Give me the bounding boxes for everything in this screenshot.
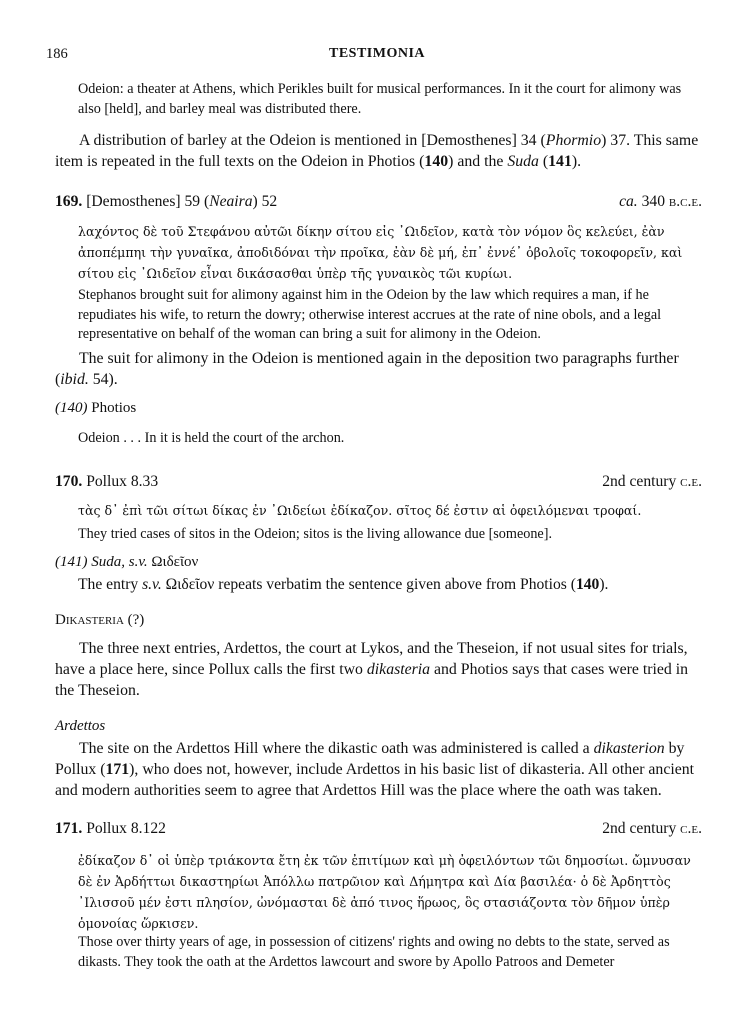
entry-169-heading: 169. [Demosthenes] 59 (Neaira) 52 ca. 340 b.c.e. [55, 193, 702, 210]
entry-date: ca. 340 b.c.e. [619, 193, 702, 210]
ardettos-text-block [55, 738, 702, 801]
ref-140-translation-block [78, 429, 702, 449]
entry-171-translation-block [78, 933, 702, 972]
translation-text: Odeion . . . In it is held the court of the archon. [78, 430, 345, 446]
entry-171-heading: 171. Pollux 8.122 2nd century c.e. [55, 820, 702, 837]
entry-number: 171. [55, 820, 83, 837]
entry-169-comment-block [55, 348, 702, 390]
translation-text: They tried cases of sitos in the Odeion; sitos is the living allowance due [someone]. [78, 526, 552, 542]
intro-translation-block [78, 80, 702, 119]
entry-169-translation-block [78, 286, 702, 345]
greek-text: λαχόντος δὲ τοῦ Στεφάνου αὐτῶι δίκην σίτου εἰς ᾿Ωιδεῖον, κατὰ τὸν νόμον ὃς κελεύει, ἐὰν ἀποπέμπηι τὴν γυναῖκα, ἀποδιδόναι τὴν προῖκα, ἐὰν δὲ μή, ἐπ᾿ ἐννέ᾿ ὀβολοῖς τοκοφορεῖν, καὶ σίτου εἰς ᾿Ωιδεῖον εἶναι δικάσασθαι ὑπὲρ τῆς γυναικὸς τῶι κυρίωι. [78, 224, 683, 281]
intro-translation: Odeion: a theater at Athens, which Perikles built for musical performances. In it the court for alimony was also [held], and barley meal was distributed there. [78, 81, 682, 117]
page-number: 186 [46, 46, 68, 62]
comment-text: The three next entries, Ardettos, the court at Lykos, and the Theseion, if not usual sites for trials, have a place here, since Pollux calls the first two dikasteria and Photios says that cases were tried in the Theseion. [55, 640, 689, 699]
ref-141-text-block [78, 574, 702, 595]
section-heading-ardettos: Ardettos [55, 718, 106, 734]
entry-170-translation-block [78, 525, 702, 545]
greek-text: τὰς δ᾿ ἐπὶ τῶι σίτωι δίκας ἐν ᾿Ωιδείωι ἐδίκαζον. σῖτος δέ ἐστιν αἱ ὀφειλόμεναι τροφαί. [78, 503, 642, 518]
entry-number: 169. [55, 193, 83, 210]
dikasteria-text-block [55, 638, 702, 701]
section-heading-dikasteria: Dikasteria (?) [55, 612, 145, 628]
translation-text: Those over thirty years of age, in possession of citizens' rights and owing no debts to the state, served as dikasts. They took the oath at the Ardettos lawcourt and swore by Apollo Patroos and Demeter [78, 934, 670, 970]
translation-text: Stephanos brought suit for alimony against him in the Odeion by the law which requires a man, if he repudiates his wife, to return the dowry; otherwise interest accrues at the rate of nine obols, and a legal representative on behalf of the woman can bring a suit for alimony in the Odeion. [78, 287, 662, 342]
greek-text: ἐδίκαζον δ᾿ οἱ ὑπὲρ τριάκοντα ἔτη ἐκ τῶν ἐπιτίμων καὶ μὴ ὀφειλόντων τῶι δημοσίωι. ὤμνυσαν δὲ ἐν Ἀρδήττωι δικαστηρίωι Ἀπόλλω πατρῶιον καὶ Δήμητρα καὶ Δία βασιλέα· ὁ δὲ Ἀρδηττὸς ᾿Ιλισσοῦ μέν ἐστι πλησίον, ὠνόμασται δὲ ἀπό τινος ἥρωος, ὃς στασιάζοντα τὸν δῆμον ὑπὲρ ὁμονοίας ὥρκισεν. [78, 853, 691, 931]
ref-140-heading: (140) Photios [55, 400, 137, 416]
entry-169-greek-block [78, 221, 702, 284]
intro-comment-block [55, 130, 702, 172]
entry-date: 2nd century c.e. [602, 820, 702, 837]
comment-text: The site on the Ardettos Hill where the dikastic oath was administered is called a dikasterion by Pollux (171), who does not, however, include Ardettos in his basic list of dikasteria. All other ancient and modern authorities seem to agree that Ardettos Hill was the place where the oath was taken. [55, 740, 695, 799]
entry-number: 170. [55, 473, 83, 490]
comment-text: The suit for alimony in the Odeion is mentioned again in the deposition two paragraphs further (ibid. 54). [55, 350, 679, 388]
entry-date: 2nd century c.e. [602, 473, 702, 490]
entry-170-heading: 170. Pollux 8.33 2nd century c.e. [55, 473, 702, 490]
entry-170-greek-block [78, 500, 702, 521]
ref-141-heading: (141) Suda, s.v. Ωιδεῖον [55, 554, 199, 570]
intro-comment: A distribution of barley at the Odeion is mentioned in [Demosthenes] 34 (Phormio) 37. This same item is repeated in the full texts on the Odeion in Photios (140) and the Suda (141). [55, 132, 699, 170]
entry-171-greek-block [78, 850, 702, 934]
comment-text: The entry s.v. Ωιδεῖον repeats verbatim the sentence given above from Photios (140). [78, 576, 609, 593]
running-title: TESTIMONIA [328, 46, 426, 61]
